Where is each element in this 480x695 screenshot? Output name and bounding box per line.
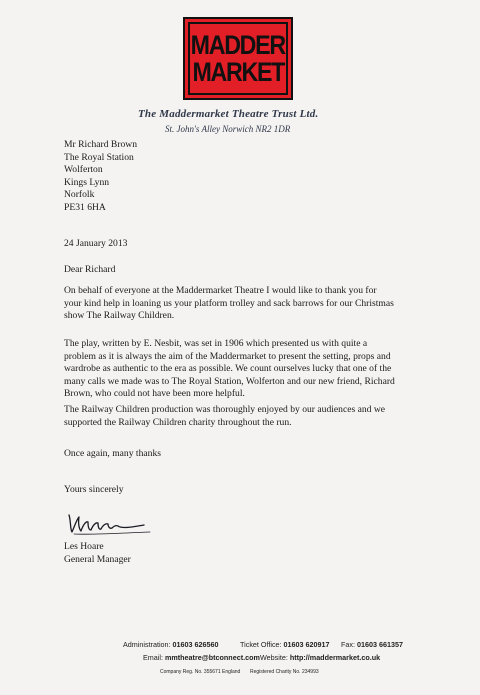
email-address: mmtheatre@btconnect.com — [164, 653, 260, 662]
closing-line: Once again, many thanks — [64, 448, 161, 459]
signatory-name: Les Hoare — [64, 541, 104, 552]
recipient-line: Norfolk — [64, 189, 95, 201]
paragraph-line: The play, written by E. Nesbit, was set in 1906 which presented us with quite a — [64, 338, 368, 349]
signatory-title: General Manager — [64, 553, 131, 565]
maddermarket-logo — [183, 17, 293, 100]
paragraph-line: many calls we made was to The Royal Station, Wolferton and our new friend, Richard — [64, 375, 395, 387]
company-reg: Company Reg. No. 355671 England — [160, 669, 241, 675]
recipient-line: Mr Richard Brown — [64, 139, 138, 150]
trust-address: St. John's Alley Norwich NR2 1DR — [165, 124, 291, 134]
handwritten-signature — [66, 505, 156, 539]
email-label: Email: — [143, 653, 163, 662]
letter-date: 24 January 2013 — [64, 238, 128, 249]
logo-line-1: MADDER — [190, 29, 286, 60]
fax-phone: 01603 661357 — [356, 640, 403, 649]
trust-name: The Maddermarket Theatre Trust Ltd. — [138, 108, 319, 120]
salutation: Dear Richard — [64, 264, 116, 275]
yours-sincerely: Yours sincerely — [64, 484, 124, 495]
paragraph-line: show The Railway Children. — [64, 310, 175, 322]
paragraph-line: The Railway Children production was thoroughly enjoyed by our audiences and we — [64, 404, 386, 415]
ticket-label: Ticket Office: — [240, 640, 282, 649]
recipient-line: Wolferton — [64, 164, 103, 176]
admin-phone: 01603 626560 — [172, 640, 219, 649]
paragraph-line: On behalf of everyone at the Maddermarket Theatre I would like to thank you for — [64, 285, 377, 296]
recipient-line: PE31 6HA — [64, 201, 106, 213]
website-address: http://maddermarket.co.uk — [289, 653, 381, 662]
paragraph-line: your kind help in loaning us your platform trolley and sack barrows for our Christmas — [64, 297, 394, 309]
recipient-line: Kings Lynn — [64, 176, 110, 188]
paragraph-line: Brown, who could not have been more helpful. — [64, 388, 245, 400]
website-label: Website: — [260, 653, 288, 662]
ticket-phone: 01603 620917 — [283, 640, 330, 649]
recipient-line: The Royal Station — [64, 151, 134, 163]
paragraph-3 — [64, 404, 385, 429]
charity-reg: Registered Charity No. 234993 — [250, 669, 319, 675]
logo-line-2: MARKET — [192, 56, 284, 87]
signatory — [64, 541, 131, 566]
fax-label: Fax: — [341, 640, 355, 649]
paragraph-1 — [64, 285, 394, 323]
paragraph-line: problem as it is always the aim of the Maddermarket to present the setting, props and — [64, 350, 391, 362]
paragraph-line: supported the Railway Children charity throughout the run. — [64, 416, 292, 428]
recipient-address — [64, 139, 137, 215]
paragraph-2 — [64, 338, 395, 401]
admin-label: Administration: — [123, 640, 171, 649]
paragraph-line: wardrobe as authentic to the era as possible. We count ourselves lucky that one of the — [64, 363, 392, 375]
